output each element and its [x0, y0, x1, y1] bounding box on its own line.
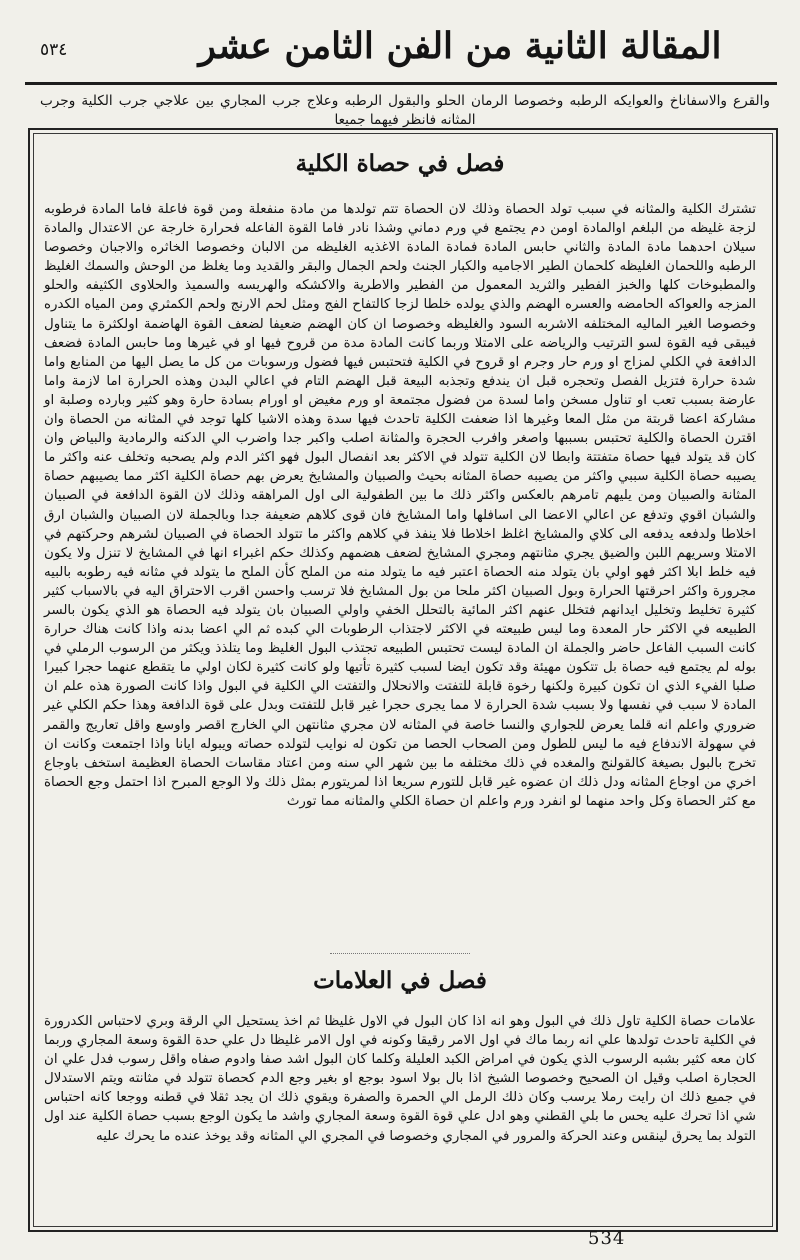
page-number-bottom: 534	[588, 1228, 626, 1249]
section-title-signs: فصل في العلامات	[313, 967, 487, 994]
section-title-kidney-stone: فصل في حصاة الكلية	[295, 150, 505, 177]
header-rule	[25, 82, 777, 85]
page-number-top: ٥٣٤	[40, 40, 68, 60]
section-text-kidney-stone: تشترك الكلية والمثانه في سبب تولد الحصاة وذلك لان الحصاة تتم تولدها من مادة منفعلة ومن قوة فاعلة فاما المادة فرطوبه لزجة غليظه من البلغم اوالمادة اومن دم يجتمع في ورم دماني وشذا نادر فاما القوة الفاعله فحرارة خارجة عن الاعتدال والمادة سيلان احدهما مادة المادة والثاني حابس المادة فمادة المادة الاغذيه الغليظه من الالبان وخصوصا الخاثره والاجبان وخصوصا الرطبه واللحمان الغليظه كلحمان الطير الاجاميه والكبار الجنث ولحم الجمال والبقر والقديد وما يغلظ من الوحش والسمك الغليظ والمطبوخات كلها والخبز الفطير والثريد المعمول من الفطير والاطرية والاكشكه والهريسه والسميذ والحلاوى الكثيفه والحلو المزجه والعواكه الحامضه والعسره الهضم والذي يولده خلطا لزجا كالتفاح الفج ومثل لحم الارنج ولحم الكمثري ومن المياه الكدره وخصوصا الغير الماليه المختلفه الاشربه السود والغليظه وخصوصا ان كان الهضم ضعيفا لضعف القوة الهاضمة اولكثرة ما يتناول فيبقى فيه القوة لسو الترتيب والرياضه على الامتلا وربما كانت المادة مدة من قروح فيها او في غيرها وما حابس المادة فضعف الدافعة في الكلي لمزاج او ورم حار وجرم او قروح في الكلية فتحتبس فيها فضول ورسوبات من كل ما يصل اليها من المنابع واما شدة حرارة فتزيل الفصل وتحجره قبل ان يندفع وتجذبه البيعة قبل الهضم التام في اعالي البدن وهذه الحرارة اما لازمة واما عارضة بسبب تعب او تناول مسخن واما لسدة من فضول مجتمعة او ورم مغيض او اورام بسادة حارة وهو كثير وبارده وصلبة او مشاركة اعضا قربتة من مثل المعا وغيرها اذا ضعفت الكلية تاحدث فيها سدة وهذه الاشيا كلها توجد في المثانه من الحصاة وان اقترن الحصاة والكلية تحتبس بسببها واصغر وافرب الحجرة والمثانة اصلب واكبر جدا واضرب الي الدكنه والرمادية والبياض وان كان قد يتولد فيها حصاة متفتتة وابطا لان الكلية تتولد في الاكثر بعد انفصال البول فهو اكثر الدم ولم يصحبه وتخلف عنه واكثر ما يصيبه حصاة الكلية سببي واكثر من يصيبه حصاة المثانه بحيث والصبيان والمشايخ يعرض بهم حصاة الكلية اكثر مما يصيبهم حصاة المثانة والصبيان ومن يليهم تامرهم بالعكس واكثر ذلك ما بين الطفولية الى اول المراهقه وذلك لان القوة الدافعة في الصبيان والشبان اقوي وتدفع عن اعالي الاعضا الى اسافلها واما المشايخ فان قوى كلاهم ضعيفة جدا وبالجملة لان الصبيان والشبان ارق اخلاطا ولدفعه يدفعه الى كلاي والمشايخ اغلظ اخلاطا فلا ينفذ في كلاهم واكثر ما تتولد الحصاة في الصبيان لشرهم وحركتهم في الامتلا وسريهم اللبن والضيق يجري مثانتهم ومجري المشايخ لضعف هضمهم وكذلك حكم اغبراء انها في المشايخ لا تنزل ولا يكون فيه خلط ابلا اكثر فهو اولي بان يتولد منه الحصاة اعتبر فيه ما يتولد منه من الملح كأن الملح ما يتولد في مثانه فيه رطوبه بالبيه مجرورة واكثر احرقتها الحرارة وبول الصبيان اكثر ملحا من بول المشايخ فلا ترسب واحسن اقرب الاحتراق اليه في بالاسباب كثير كثيرة تخليط وتخليل ايدانهم فتخلل عنهم اكثر المائية بالتحلل الخفي واولي الصبيان بان يتولد فيه الحصاة هو الذي يكون بالسر الطبيعه في الاكثر حار المعدة وما ليس طبيعته في الاكثر لاجتذاب الرطوبات الي كبده ثم الي اعضا بدنه واذا كانت هناك حرارة كانت السبب الفاعل حاضر والجملة ان المادة ليست تحتبس الطبيعه تجتذب البول الغليظ وما يتلذذ ويكثر من الرسوب الرملي في بوله لم يجتمع فيه حصاة بل تتكون مهيئة وقد تكون ايضا لسبب كثيرة تأتيها ولو كانت كثيرة لكان اولي ما يتقطع عنهما حجرا كبيرا صلبا الفيء الذي ان تكون كبيرة ولكنها رخوة قابلة للتفتت والانحلال والتفتت الي الكلية في البول واذا كانت الصورة هذه علم ان المادة لا سبب في نفسها ولا بسبب شدة الحرارة لا مما يجرى حجرا غير قابل للتفتت وبدل على قوة الدافعة وهذا حكم الكلي غير ضروري واعلم انه قلما يعرض للجواري والنسا خاصة في المثانه لان مجري مثانتهن الي الخارج اقصر واوسع واقل تعاريج والقمر في سهولة الاندفاع فيه ما ليس للطول ومن الصحاب الحصا من تكون له نوايب لتولده حصاته ويبوله ايانا واذا اجتمعت وكانت ان تخرج بالبول بصيغة كالقولنج والمغده في ذلك مختلفه ما بين شهر الي سنه ومن اعتاد مقاسات الحصاة العظيمة استخف باوجاع اخري من اوجاع المثانه ودل ذلك ان عضوه غير قابل للتورم سريعا اذا لمريتورم بمثل ذلك ولا الوجع المبرح اذا احتمل وجع الحصاة مع كثر الحصاة وكل واحد منهما لو انفرد ورم واعلم ان حصاة الكلي والمثانه مما تورث	[44, 202, 756, 809]
continuation-text: والقرع والاسفاناخ والعوايكه الرطبه وخصوصا الرمان الحلو والبقول الرطبه وعلاج جرب المجاري بين علاجي جرب الكلية وجرب المثانه فانظر فيهما جميعا	[40, 93, 770, 128]
section-text-signs: علامات حصاة الكلية تاول ذلك في البول وهو انه اذا كان البول في الاول غليظا ثم اخذ يستحيل الي الرقة وبري لاحتباس الكدرورة في الكلية تاحدث تولدها علي انه ربما ماك في اول الامر رقيقا وكونه في اول الامر غليظا دل علي حدة القوة وسعة المجاري وربما كان معه كثير بشبه الرسوب الذي يكون في امراض الكبد العليلة وكلما كان البول اشد صفا وادوم صفاه واقل رسوب فدل علي ان الحجارة اصلب وقيل ان الصحيح وخصوصا الشيخ اذا بال بولا اسود بوجع او بغير وجع الدم كحصاة تتولد في مثانته ويتم الاستدلال في جميع ذلك ان رايت رملا يرسب وكان ذلك الرمل الي الحمرة والصفرة ويقوي ذلك ان يجد ثقلا في قطنه ووجعا كانه احتباس شي اذا تحرك عليه يحس ما بلي القطني وهو ادل علي قوة القوة وسعة المجاري واشد ما يكون الوجع بسبب حصاة الكلية عند اول التولد بما يحرق لينقس وعند الحركة والمرور في المجاري وخصوصا في المجري الي المثانه وقد يوخذ عنده ما يحرك عليه	[44, 1014, 756, 1144]
running-header-title: المقالة الثانية من الفن الثامن عشر	[198, 25, 722, 67]
section-divider	[330, 953, 470, 956]
